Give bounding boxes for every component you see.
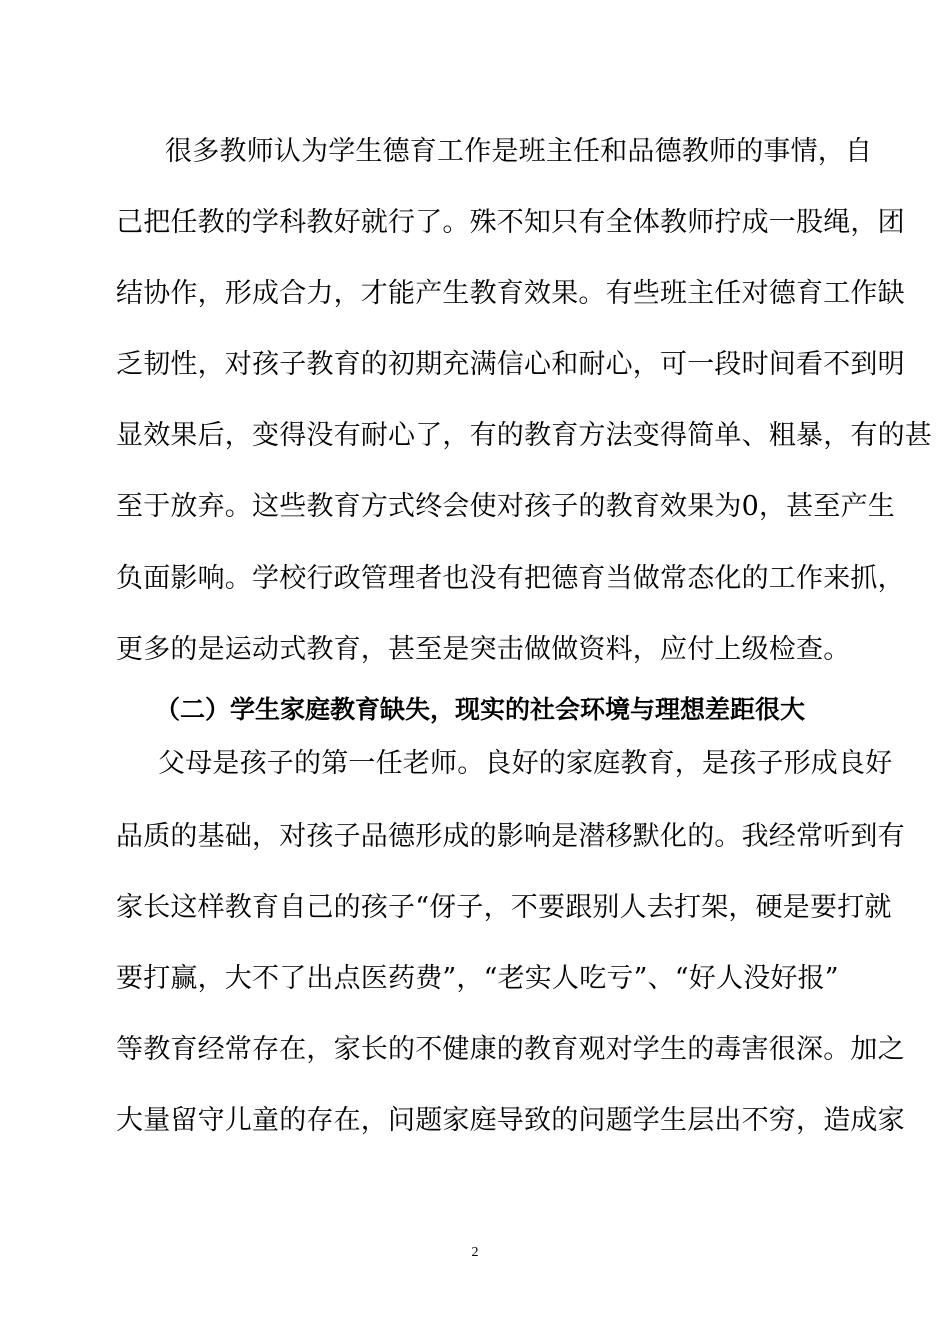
section-heading: （二）学生家庭教育缺失，现实的社会环境与理想差距很大 [155,695,806,724]
paragraph2-line-1: 父母是孩子的第一任老师。良好的家庭教育，是孩子形成良好 [158,748,893,779]
paragraph2-line-5: 等教育经常存在，家长的不健康的教育观对学生的毒害很深。加之 [116,1034,905,1065]
page-number: 2 [471,1245,479,1260]
paragraph1-line-6: 至于放弃。这些教育方式终会使对孩子的教育效果为0，甚至产生 [116,491,895,522]
paragraph2-line-6: 大量留守儿童的存在，问题家庭导致的问题学生层出不穷，造成家 [116,1105,905,1136]
paragraph1-line-8: 更多的是运动式教育，甚至是突击做做资料，应付上级检查。 [116,634,851,665]
paragraph1-line-3: 结协作，形成合力，才能产生教育效果。有些班主任对德育工作缺 [116,278,905,309]
paragraph1-line-5: 显效果后，变得没有耐心了，有的教育方法变得简单、粗暴，有的甚 [116,420,932,451]
paragraph1-line-7: 负面影响。学校行政管理者也没有把德育当做常态化的工作来抓， [116,563,905,594]
paragraph2-line-2: 品质的基础，对孩子品德形成的影响是潜移默化的。我经常听到有 [116,821,905,852]
paragraph1-line-4: 乏韧性，对孩子教育的初期充满信心和耐心，可一段时间看不到明 [116,349,905,380]
paragraph1-line-1: 很多教师认为学生德育工作是班主任和品德教师的事情，自 [165,136,873,167]
paragraph1-line-2: 己把任教的学科教好就行了。殊不知只有全体教师拧成一股绳，团 [116,207,905,238]
paragraph2-line-4: 要打赢，大不了出点医药费”，“老实人吃亏”、“好人没好报” [116,963,839,994]
paragraph2-line-3: 家长这样教育自己的孩子“伢子，不要跟别人去打架，硬是要打就 [116,892,892,923]
